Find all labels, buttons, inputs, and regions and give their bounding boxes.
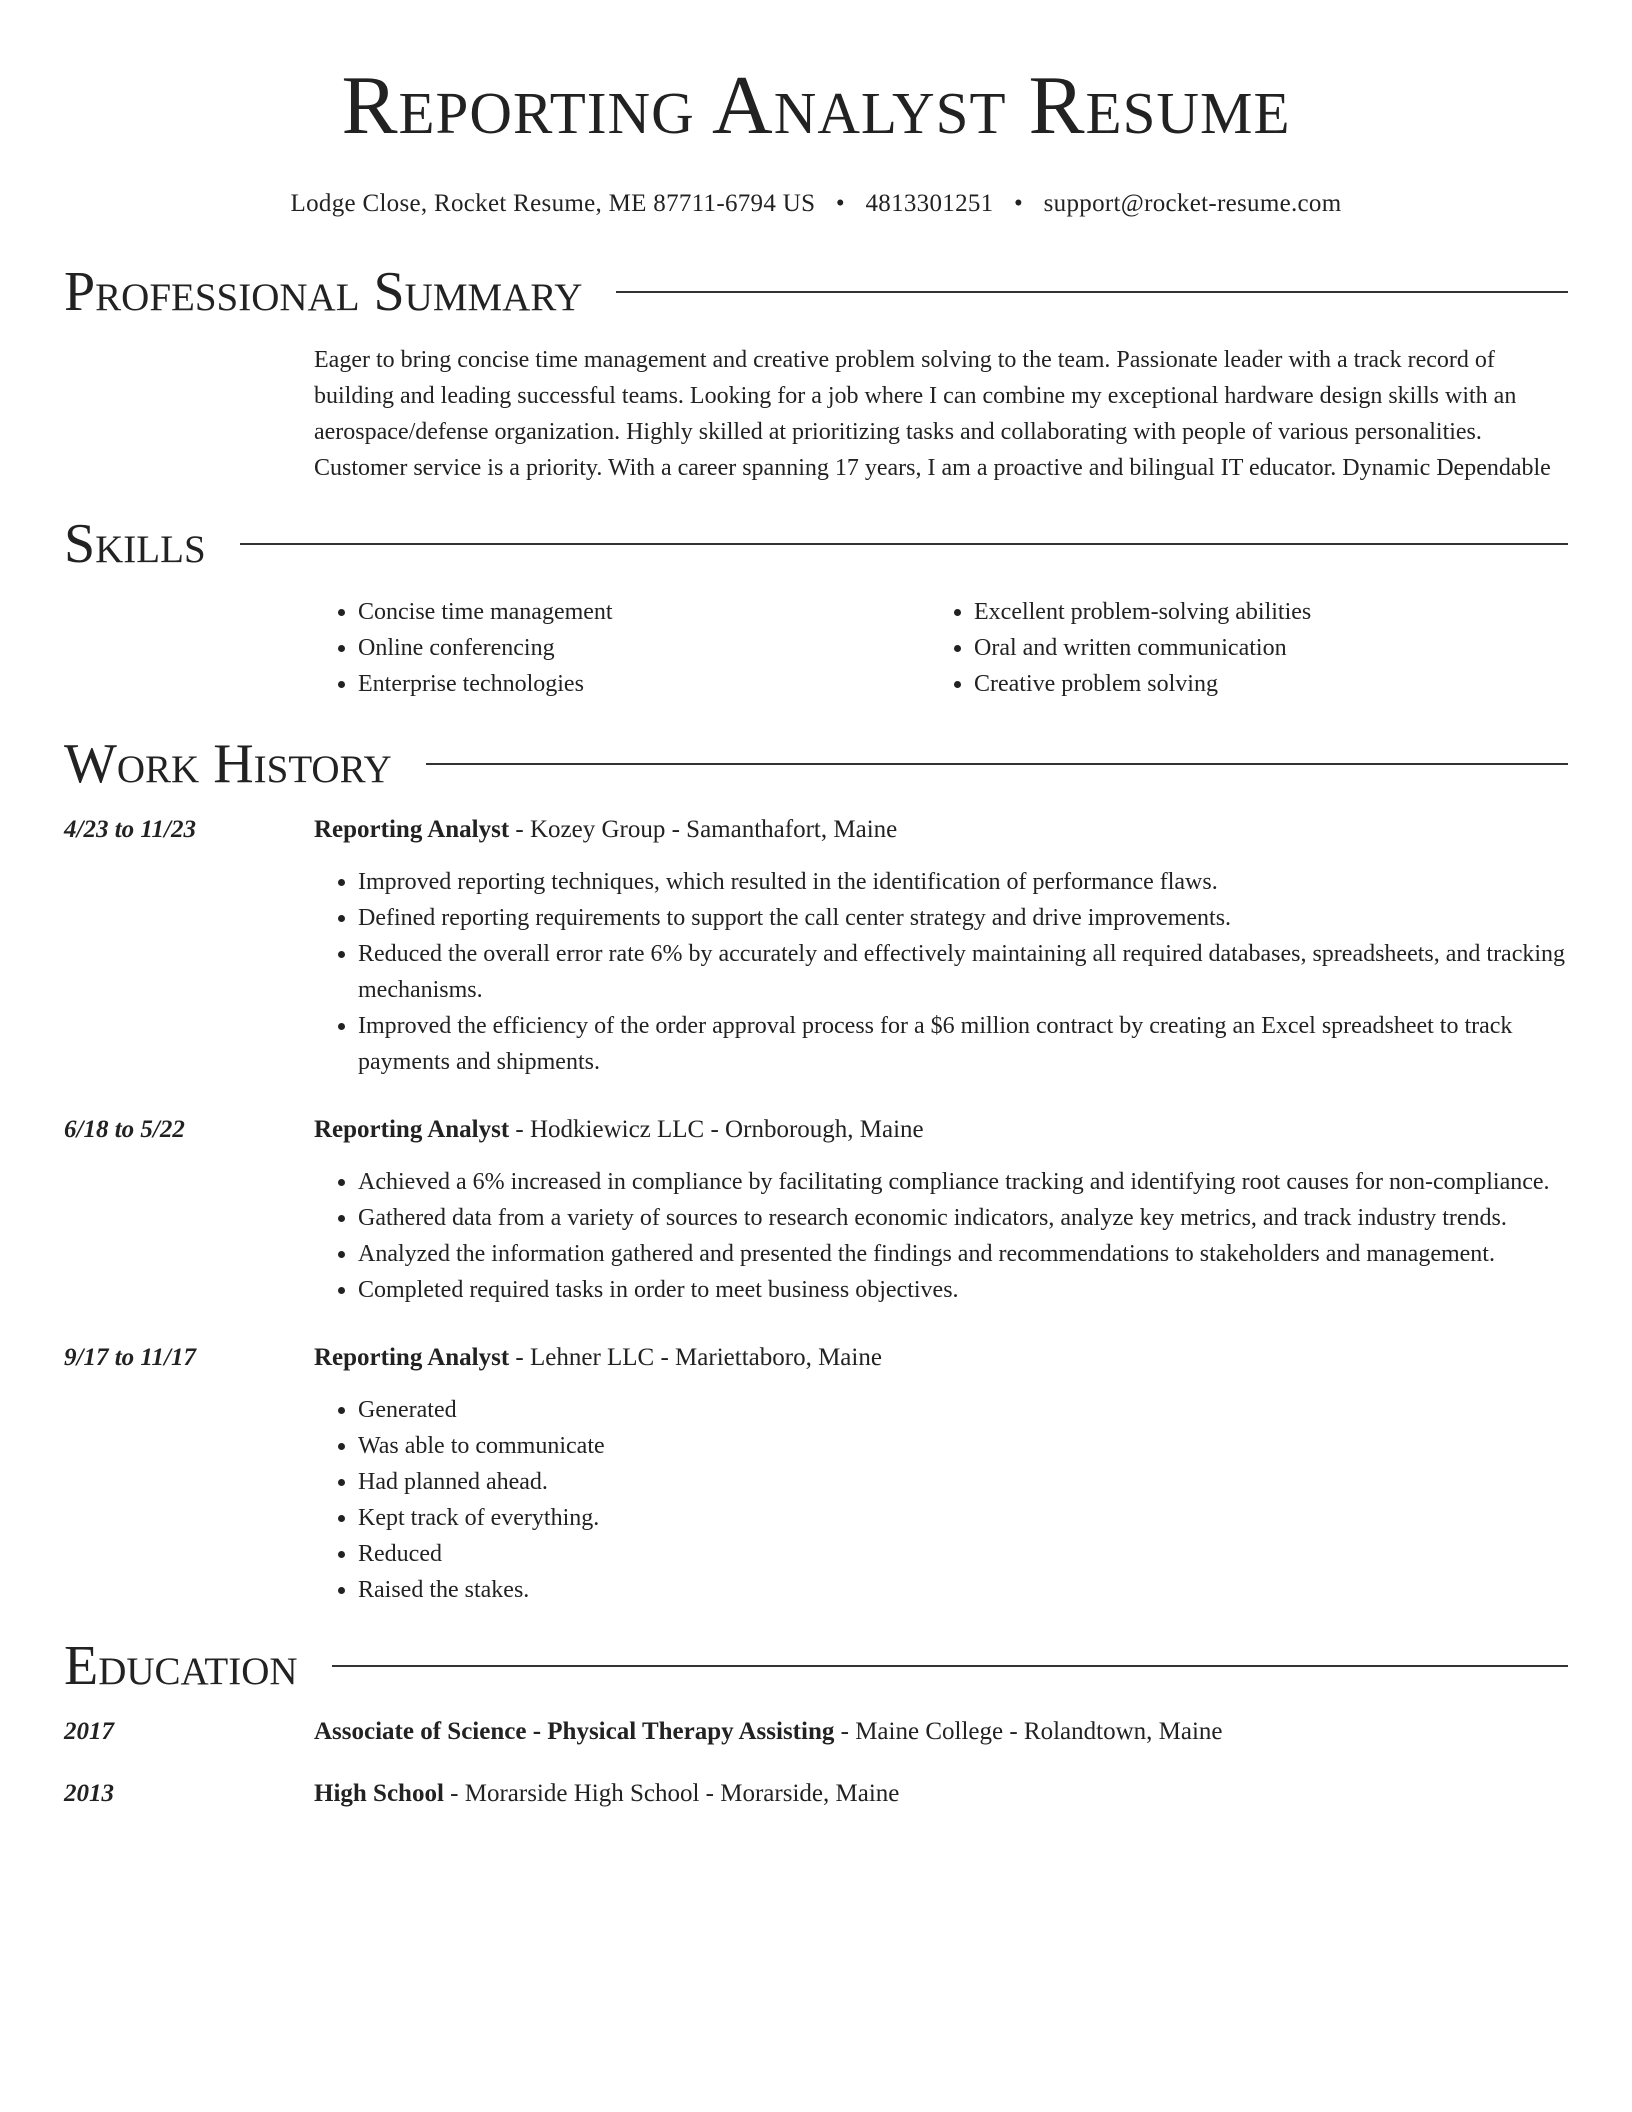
skill-item: • Oral and written communication [974,630,1546,666]
education-degree: Associate of Science - Physical Therapy Assisting [314,1718,835,1745]
job-bullet: • Had planned ahead. [358,1464,1568,1500]
education-school: - Maine College - Rolandtown, Maine [834,1718,1223,1745]
job-details: - Hodkiewicz LLC - Ornborough, Maine [509,1116,924,1143]
job-bullet: • Reduced [358,1536,1568,1572]
job-bullet: • Completed required tasks in order to meet business objectives. [358,1272,1568,1308]
section-divider [616,291,1568,293]
skills-list [314,594,1568,702]
job-bullet: • Improved reporting techniques, which resulted in the identification of performance flaws. [358,864,1568,900]
job-entry [64,1116,1568,1308]
section-divider [332,1665,1568,1667]
skills-section-header [64,513,1568,575]
summary-text: Eager to bring concise time management and creative problem solving to the team. Passionate leader with a track record of building and leading successful teams. Looking for a job where I can combine my exceptional hardware design skills with an aerospace/defense organization. Highly skilled at prioritizing tasks and collaborating with people of various personalities. Customer service is a priority. With a career spanning 17 years, I am a proactive and bilingual IT educator. Dynamic Dependable [314,347,1551,481]
education-school: - Morarside High School - Morarside, Maine [443,1780,900,1807]
job-role [314,1116,924,1144]
section-divider [426,763,1568,765]
job-bullets [314,1392,1568,1608]
job-title: Reporting Analyst [314,1116,510,1143]
job-details: - Kozey Group - Samanthafort, Maine [509,816,898,843]
contact-line [64,190,1568,218]
education-section-header [64,1635,1568,1697]
education-details [314,1780,899,1808]
skills-column-left [314,594,930,702]
work-heading: Work History [64,733,392,795]
summary-heading: Professional Summary [64,261,583,323]
job-title: Reporting Analyst [314,1344,510,1371]
job-bullet: • Kept track of everything. [358,1500,1568,1536]
skills-heading: Skills [64,513,206,575]
job-bullet: • Analyzed the information gathered and presented the findings and recommendations to stakeholders and management. [358,1236,1568,1272]
job-bullet: • Generated [358,1392,1568,1428]
contact-separator: • [835,190,845,217]
skill-item: • Concise time management [358,594,930,630]
job-dates: 4/23 to 11/23 [64,816,196,843]
skills-column-right [930,594,1546,702]
education-year: 2013 [64,1780,114,1807]
work-section-header [64,733,1568,795]
education-degree: High School [314,1780,444,1807]
job-title: Reporting Analyst [314,816,510,843]
job-bullet: • Improved the efficiency of the order approval process for a $6 million contract by creating an Excel spreadsheet to track payments and shipments. [358,1008,1568,1080]
job-dates: 6/18 to 5/22 [64,1116,185,1143]
resume-title: Reporting Analyst Resume [341,59,1291,152]
skill-item: • Creative problem solving [974,666,1546,702]
education-year: 2017 [64,1718,114,1745]
contact-phone: 4813301251 [865,190,994,217]
job-role [314,1344,882,1372]
contact-email: support@rocket-resume.com [1043,190,1342,217]
job-entry [64,1344,1568,1608]
job-bullets [314,1164,1568,1308]
summary-section-header [64,261,1568,323]
job-bullets [314,864,1568,1080]
education-entry [64,1780,1568,1808]
job-dates: 9/17 to 11/17 [64,1344,196,1371]
job-bullet: • Was able to communicate [358,1428,1568,1464]
skill-item: • Enterprise technologies [358,666,930,702]
job-role [314,816,897,844]
job-bullet: • Gathered data from a variety of sources to research economic indicators, analyze key metrics, and track industry trends. [358,1200,1568,1236]
job-header [64,1116,1568,1144]
job-bullet: • Reduced the overall error rate 6% by accurately and effectively maintaining all required databases, spreadsheets, and tracking mechanisms. [358,936,1568,1008]
job-header [64,816,1568,844]
skill-item: • Online conferencing [358,630,930,666]
job-details: - Lehner LLC - Mariettaboro, Maine [509,1344,882,1371]
education-entry [64,1718,1568,1746]
job-entry [64,816,1568,1080]
job-bullet: • Raised the stakes. [358,1572,1568,1608]
job-bullet: • Achieved a 6% increased in compliance by facilitating compliance tracking and identifying root causes for non-compliance. [358,1164,1568,1200]
job-bullet: • Defined reporting requirements to support the call center strategy and drive improvements. [358,900,1568,936]
contact-separator: • [1014,190,1024,217]
education-details [314,1718,1223,1746]
job-header [64,1344,1568,1372]
section-divider [240,543,1568,545]
skill-item: • Excellent problem-solving abilities [974,594,1546,630]
education-heading: Education [64,1635,298,1697]
contact-address: Lodge Close, Rocket Resume, ME 87711-6794 US [290,190,816,217]
